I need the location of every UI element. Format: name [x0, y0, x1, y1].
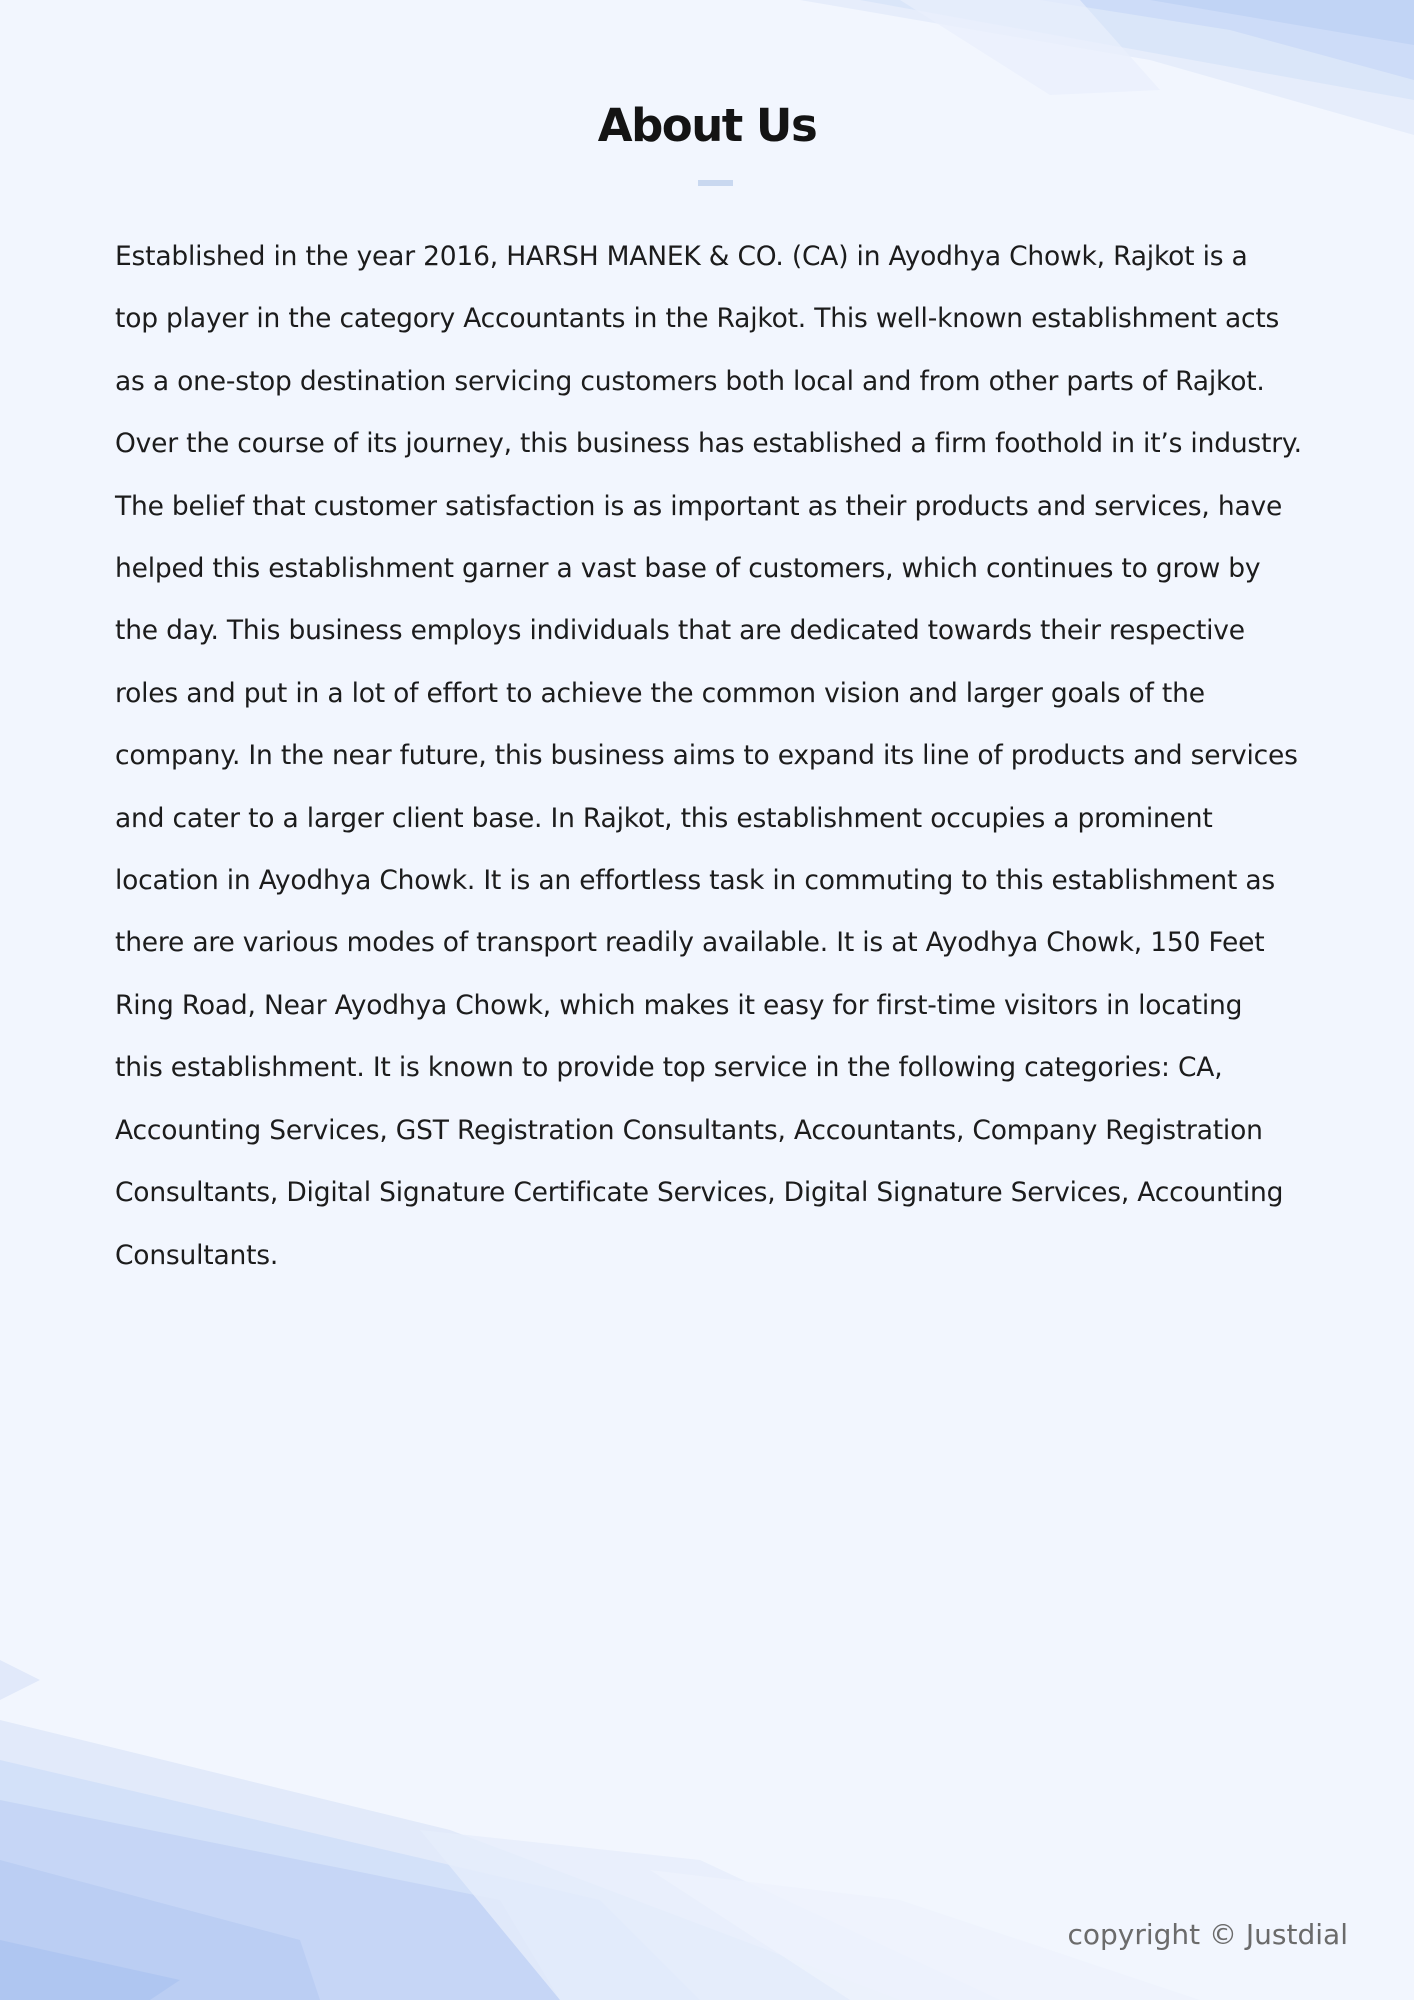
paragraph-line: Established in the year 2016, HARSH MANEK & CO. (CA) in Ayodhya Chowk, Rajkot is a	[115, 241, 1248, 272]
paragraph-line: The belief that customer satisfaction is as important as their products and services, have	[115, 490, 1283, 522]
title-underline	[698, 180, 733, 186]
paragraph-line: Consultants, Digital Signature Certificate Services, Digital Signature Services, Accounting	[115, 1177, 1284, 1209]
paragraph-line: there are various modes of transport readily available. It is at Ayodhya Chowk, 150 Feet	[115, 927, 1265, 959]
paragraph-line: location in Ayodhya Chowk. It is an effortless task in commuting to this establishment as	[115, 865, 1276, 897]
paragraph-line: this establishment. It is known to provide top service in the following categories: CA,	[115, 1052, 1223, 1084]
paragraph-line: Over the course of its journey, this business has established a firm foothold in it’s industry.	[115, 428, 1302, 460]
paragraph-line: as a one-stop destination servicing customers both local and from other parts of Rajkot.	[115, 365, 1265, 397]
paragraph-line: Accounting Services, GST Registration Consultants, Accountants, Company Registration	[115, 1114, 1263, 1146]
paragraph-line: top player in the category Accountants in the Rajkot. This well-known establishment acts	[115, 303, 1280, 335]
about-paragraph	[115, 226, 1355, 1287]
paragraph-line: helped this establishment garner a vast base of customers, which continues to grow by	[115, 553, 1261, 585]
page-title: About Us	[597, 99, 817, 152]
paragraph-line: the day. This business employs individuals that are dedicated towards their respective	[115, 615, 1245, 647]
paragraph-line: Ring Road, Near Ayodhya Chowk, which makes it easy for first-time visitors in locating	[115, 989, 1243, 1021]
paragraph-line: Consultants.	[115, 1239, 279, 1271]
paragraph-line: roles and put in a lot of effort to achieve the common vision and larger goals of the	[115, 677, 1205, 709]
paragraph-line: company. In the near future, this business aims to expand its line of products and services	[115, 740, 1298, 772]
copyright-notice: copyright © Justdial	[1067, 1918, 1348, 1951]
paragraph-line: and cater to a larger client base. In Rajkot, this establishment occupies a prominent	[115, 802, 1213, 834]
